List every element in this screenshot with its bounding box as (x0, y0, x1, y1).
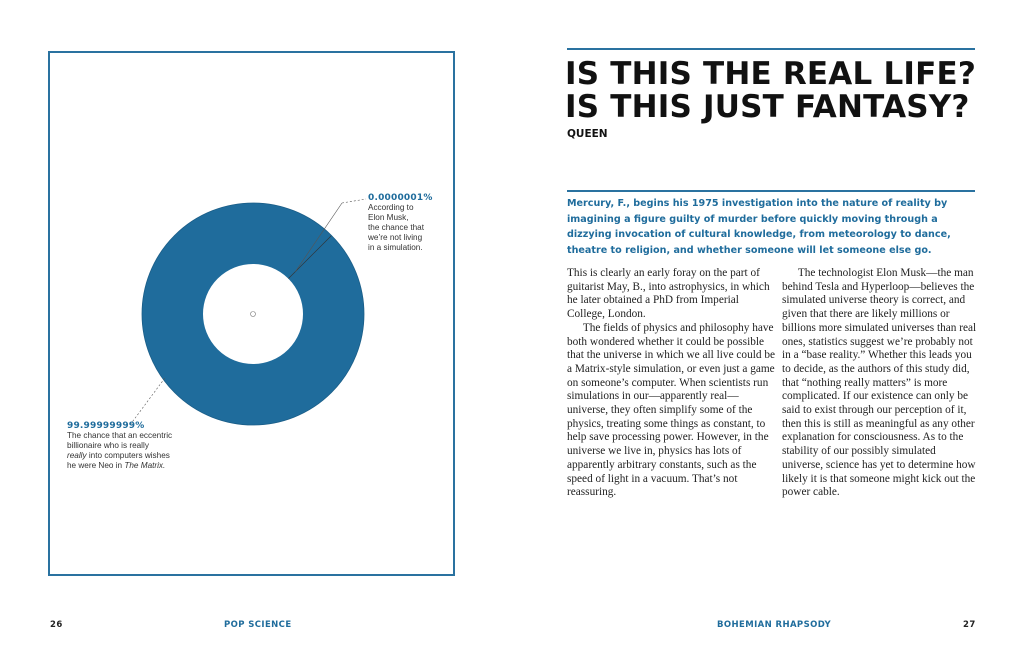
body-paragraph: This is clearly an early foray on the part of guitarist May, B., into astrophysics, in which he later obtained a PhD from Imperial College, London. (567, 267, 770, 321)
body-column-1 (567, 267, 779, 500)
page-title-line: IS THIS THE REAL LIFE? (565, 56, 977, 92)
annotation-large-line (67, 451, 187, 461)
annotation-large-line-text: he were Neo in (67, 461, 125, 470)
intro-rule (567, 190, 975, 192)
annotation-large-text (67, 431, 187, 471)
annotation-large-line (67, 441, 187, 451)
annotation-small-pct: 0.0000001% (368, 193, 433, 203)
annotation-small-line: Elon Musk, (368, 213, 409, 222)
annotation-emph-really: really (67, 451, 87, 460)
page-number-right: 27 (963, 620, 976, 630)
annotation-large-pct: 99.99999999% (67, 421, 145, 431)
body-column-2 (782, 267, 978, 500)
annotation-large-slice (67, 421, 187, 471)
annotation-small-slice (368, 193, 448, 253)
annotation-large-line-text: billionaire who is really (67, 441, 149, 450)
annotation-large-line (67, 461, 187, 471)
annotation-emph-title: The Matrix. (124, 461, 166, 470)
page-title-line: IS THIS JUST FANTASY? (565, 89, 970, 125)
annotation-small-line: the chance that (368, 223, 424, 232)
page-number-left: 26 (50, 620, 63, 630)
annotation-small-line: According to (368, 203, 414, 212)
page-title (565, 58, 985, 124)
body-paragraph: The technologist Elon Musk—the man behind Tesla and Hyperloop—believes the simulated universe theory is correct, and given that there are likely millions or billions more simulated universes than real ones, statistics suggest we’re probably not in a “base reality.” Whether this leads you to decide, as the authors of this study did, that “nothing really matters” is more complicated. If our existence can only be said to exist through our perception of it, then this is still as meaningful as any other explanation for consciousness. As to the stability of our possibly simulated universe, science has yet to determine how likely it is that someone might kick out the power cable. (782, 267, 977, 499)
annotation-small-line: we’re not living (368, 233, 423, 242)
annotation-small-line: in a simulation. (368, 243, 423, 252)
running-footer-left: POP SCIENCE (224, 620, 292, 630)
donut-chart (50, 53, 455, 576)
donut-center-marker (251, 312, 256, 317)
leader-line-large (130, 378, 165, 425)
annotation-large-line: The chance that an eccentric (67, 431, 173, 440)
chart-frame (48, 51, 455, 576)
running-footer-right: BOHEMIAN RHAPSODY (717, 620, 832, 630)
annotation-small-text (368, 203, 448, 253)
leader-line-small (342, 199, 366, 203)
top-rule (567, 48, 975, 50)
body-paragraph: The fields of physics and philosophy have both wondered whether it could be possible that the universe in which we all live could be a Matrix-style simulation, or even just a game on someone’s computer. When scientists run simulations in our—apparently real—universe, they often simplify some of the physics, treating some things as constant, to help save processing power. However, in the universe we live in, physics has lots of apparently arbitrary constants, such as the speed of light in a vacuum. That’s not reassuring. (567, 321, 775, 499)
annotation-large-line-text: into computers wishes (86, 451, 170, 460)
intro-paragraph: Mercury, F., begins his 1975 investigation into the nature of reality by imagining a figure guilty of murder before quickly moving through a dizzying invocation of cultural knowledge, from meteorology to dance, theatre to religion, and whether someone will let someone else go. (567, 198, 951, 256)
page-subtitle: QUEEN (567, 128, 608, 140)
